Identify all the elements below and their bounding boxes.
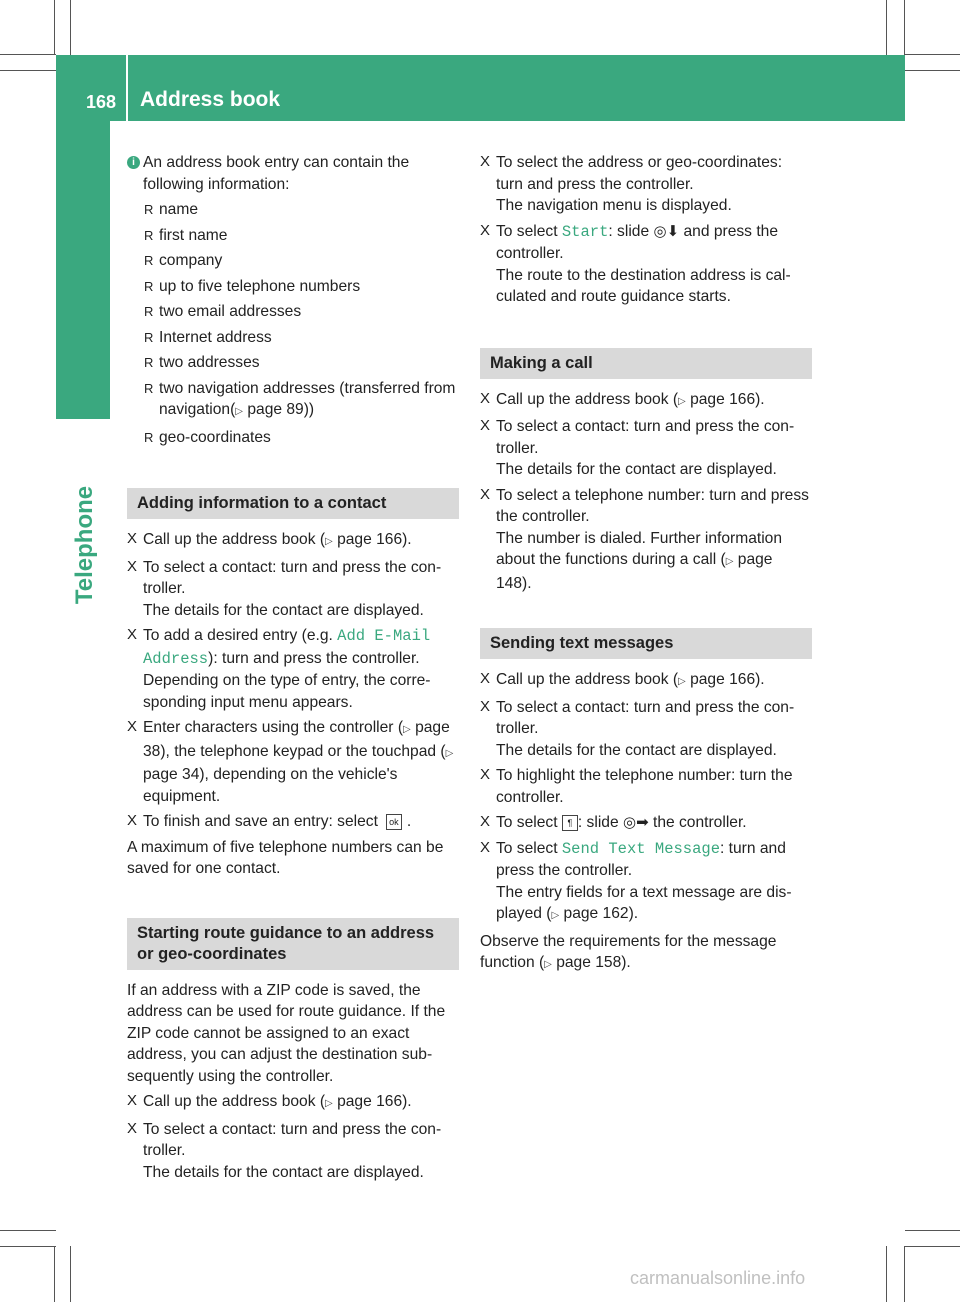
list-item: R two addresses — [143, 352, 459, 374]
page-ref[interactable]: page 166). — [337, 531, 412, 548]
controller-slide-icon: ◎⬇ — [653, 222, 680, 240]
step: X To select a contact: turn and press the con-troller. The details for the contact are displayed. — [480, 417, 795, 478]
watermark: carmanualsonline.info — [630, 1268, 806, 1288]
paragraph: If an address with a ZIP code is saved, the address can be used for route guidance. If the ZIP code cannot be assigned to an exact address, you can adjust the destination sub-sequently using the controller. — [127, 981, 446, 1085]
step: X To select Start: slide ◎⬇ and press the controller. The route to the destination address is cal-culated and route guidance starts. — [480, 221, 791, 305]
step: X To highlight the telephone number: turn the controller. — [480, 766, 793, 806]
arrow-step-icon: X — [127, 626, 138, 643]
page-ref-triangle-icon: ▷ — [678, 676, 686, 687]
menu-item-code: Start — [561, 222, 609, 241]
step: X Call up the address book (▷ page 166). — [127, 1092, 412, 1110]
paragraph: Observe the requirements for the message function (▷ page 158). — [480, 932, 777, 971]
step: X To select a contact: turn and press the con-troller. The details for the contact are displayed. — [480, 697, 795, 759]
info-intro: An address book entry can contain the following information: — [143, 154, 410, 193]
arrow-step-icon: X — [480, 389, 491, 407]
bullet-icon: R — [144, 278, 154, 294]
arrow-step-icon: X — [480, 766, 491, 783]
page-ref[interactable]: page 148). — [496, 551, 773, 592]
step-result: The details for the contact are displayed. — [143, 601, 424, 619]
step: X Call up the address book (▷ page 166). — [480, 389, 765, 408]
arrow-step-icon: X — [480, 417, 491, 434]
list-item: R two email addresses — [143, 301, 459, 323]
bullet-icon: R — [144, 202, 154, 217]
page-ref[interactable]: page 166). — [690, 671, 765, 688]
page-ref[interactable]: page 162). — [563, 905, 639, 922]
step: X To select the address or geo-coordinates: turn and press the controller. The navigation menu is displayed. — [480, 153, 783, 214]
page-ref[interactable]: page 166). — [690, 390, 765, 408]
step: X To add a desired entry (e.g. Add E-Mail Address): turn and press the controller. Depending on the type of entry, the corre-sponding input menu appears. — [127, 626, 431, 711]
step: X To select Send Text Message: turn and press the controller. The entry fields for a text message are dis-played (▷ page 162). — [480, 838, 792, 922]
bullet-icon: R — [144, 253, 154, 268]
section-title: Address book — [140, 88, 281, 111]
right-column — [480, 152, 812, 980]
arrow-step-icon: X — [480, 697, 491, 715]
step-result: The entry fields for a text message are dis-played ( — [496, 883, 792, 922]
menu-item-code: Send Text Message — [561, 839, 721, 858]
page-ref-triangle-icon: ▷ — [445, 747, 454, 759]
arrow-step-icon: X — [127, 718, 138, 735]
page-ref-triangle-icon: ▷ — [544, 959, 552, 970]
arrow-step-icon: X — [480, 221, 491, 239]
step-result: The route to the destination address is cal-culated and route guidance starts. — [496, 266, 791, 305]
section-heading-route: Starting route guidance to an address or geo-coordinates — [127, 918, 459, 970]
list-item: R Internet address — [143, 327, 459, 349]
list-item: R first name — [143, 225, 459, 247]
step: X To select a contact: turn and press the con-troller. The details for the contact are displayed. — [127, 557, 442, 619]
step: X To finish and save an entry: select ok . — [127, 812, 412, 830]
arrow-step-icon: X — [480, 813, 491, 830]
bullet-icon: R — [144, 380, 154, 396]
list-item: R company — [143, 250, 459, 272]
controller-slide-icon: ◎➡ — [622, 814, 649, 831]
step-result: The details for the contact are displayed. — [143, 1163, 424, 1181]
page-ref[interactable]: page 89)) — [247, 401, 315, 418]
arrow-step-icon: X — [127, 812, 138, 829]
info-note — [127, 152, 459, 195]
step: X Call up the address book (▷ page 166). — [480, 670, 765, 688]
page-number: 168 — [86, 92, 117, 112]
page-ref-triangle-icon: ▷ — [325, 536, 333, 547]
section-heading-call: Making a call — [480, 348, 812, 379]
step: X Enter characters using the controller (▷ page 38), the telephone keypad or the touchpad (▷ page 34), depending on the vehicle's equipment. — [127, 718, 454, 805]
step-result: The details for the contact are displayed. — [496, 461, 777, 478]
chapter-label: Telephone — [71, 485, 98, 605]
arrow-step-icon: X — [480, 485, 491, 503]
chapter-tab — [56, 121, 110, 419]
paragraph: A maximum of five telephone numbers can be saved for one contact. — [127, 838, 444, 877]
arrow-step-icon: X — [127, 1119, 138, 1137]
step: X To select a contact: turn and press the con-troller. The details for the contact are displayed. — [127, 1119, 442, 1181]
bullet-icon: R — [144, 227, 154, 243]
message-menu-icon: ¶ — [562, 815, 578, 831]
step: X Call up the address book (▷ page 166). — [127, 530, 412, 548]
page-ref-triangle-icon: ▷ — [551, 910, 560, 921]
bullet-icon: R — [144, 304, 154, 319]
arrow-step-icon: X — [480, 153, 491, 170]
list-item: R two navigation addresses (transferred from navigation(▷ page 89)) — [144, 379, 456, 418]
step-result: The navigation menu is displayed. — [496, 197, 732, 214]
arrow-step-icon: X — [127, 557, 138, 575]
step: X To select ¶ : slide ◎➡ the controller. — [480, 813, 747, 831]
arrow-step-icon: X — [480, 838, 491, 856]
list-item: R name — [143, 199, 459, 221]
page-ref-triangle-icon: ▷ — [325, 1098, 333, 1109]
page-ref-triangle-icon: ▷ — [235, 406, 243, 417]
bullet-icon: R — [144, 429, 154, 445]
list-item: R geo-coordinates — [143, 427, 459, 449]
step: X To select a telephone number: turn and press the controller. The number is dialed. Further information about the functions during a call (▷ page 148). — [480, 485, 809, 592]
info-icon: i — [127, 156, 140, 169]
menu-item-code: Add E-Mail Address — [143, 627, 431, 668]
header-divider — [126, 55, 128, 121]
arrow-step-icon: X — [127, 530, 138, 547]
arrow-step-icon: X — [480, 670, 491, 687]
section-heading-sms: Sending text messages — [480, 628, 812, 659]
list-item: R up to five telephone numbers — [143, 276, 459, 298]
step-result: The details for the contact are displayed. — [496, 741, 777, 759]
step-result: The number is dialed. Further information about the functions during a call ( — [496, 529, 783, 568]
page-ref[interactable]: page 158). — [556, 954, 631, 971]
arrow-step-icon: X — [127, 1092, 138, 1109]
page-ref-triangle-icon: ▷ — [403, 724, 411, 735]
bullet-icon: R — [144, 329, 154, 345]
bullet-icon: R — [144, 355, 154, 370]
section-heading-adding: Adding information to a contact — [127, 488, 459, 519]
left-column — [127, 152, 459, 1187]
page-ref-triangle-icon: ▷ — [678, 395, 686, 407]
step-result: Depending on the type of entry, the corre-sponding input menu appears. — [143, 672, 431, 711]
ok-key-icon: ok — [386, 814, 402, 830]
page-ref-triangle-icon: ▷ — [725, 556, 734, 567]
page-ref[interactable]: page 166). — [337, 1093, 412, 1110]
info-list — [127, 199, 459, 448]
